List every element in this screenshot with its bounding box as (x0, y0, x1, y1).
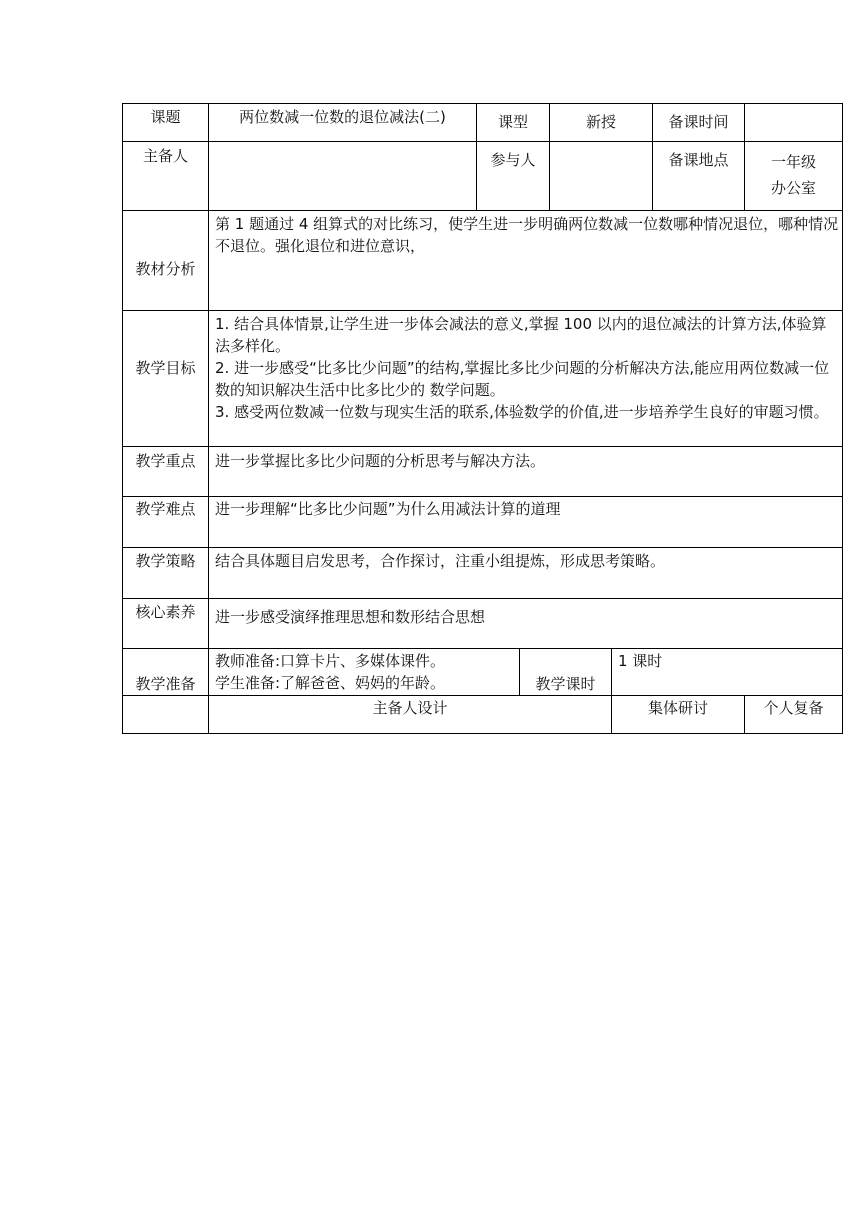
title-value: 两位数减一位数的退位减法(二) (239, 108, 446, 126)
group-column-header: 集体研讨 (647, 699, 708, 717)
location-line-1: 一年级 (770, 153, 816, 171)
analysis-text: 第 1 题通过 4 组算式的对比练习，使学生进一步明确两位数减一位数哪种情况退位，哪种情况不退位。强化退位和进位意识， (215, 215, 839, 255)
prep-teacher: 教师准备:口算卡片、多媒体课件。 (215, 652, 446, 670)
literacy-text: 进一步感受演绎推理思想和数形结合思想 (215, 608, 486, 626)
hours-value: 1 课时 (618, 652, 663, 670)
prep-student: 学生准备:了解爸爸、妈妈的年龄。 (215, 674, 446, 692)
personal-column-header: 个人复备 (763, 699, 824, 717)
key-text: 进一步掌握比多比少问题的分析思考与解决方法。 (215, 452, 546, 470)
goal-item-1: 1. 结合具体情景,让学生进一步体会减法的意义,掌握 100 以内的退位减法的计算方法,体验算法多样化。 (215, 315, 827, 355)
location-label: 备课地点 (668, 151, 729, 169)
goals-label: 教学目标 (135, 359, 196, 377)
title-label: 课题 (150, 108, 181, 126)
difficulty-text: 进一步理解“比多比少问题”为什么用减法计算的道理 (215, 500, 561, 518)
participants-label: 参与人 (490, 151, 536, 169)
main-preparer-label: 主备人 (142, 147, 188, 165)
literacy-label: 核心素养 (135, 603, 196, 621)
prep-materials (215, 650, 517, 694)
key-label: 教学重点 (135, 452, 196, 470)
goal-item-3: 3. 感受两位数减一位数与现实生活的联系,体验数学的价值,进一步培养学生良好的审题习惯。 (215, 403, 829, 421)
difficulty-label: 教学难点 (135, 500, 196, 518)
location-value (745, 149, 842, 201)
goals-list (215, 313, 839, 423)
analysis-label: 教材分析 (135, 260, 196, 278)
design-column-header: 主备人设计 (372, 699, 448, 717)
type-label: 课型 (497, 113, 528, 131)
location-line-2: 办公室 (770, 179, 816, 197)
prep-label: 教学准备 (135, 675, 196, 693)
type-value: 新授 (585, 113, 616, 131)
hours-label: 教学课时 (535, 675, 596, 693)
goal-item-2: 2. 进一步感受“比多比少问题”的结构,掌握比多比少问题的分析解决方法,能应用两位数减一位数的知识解决生活中比多比少的 数学问题。 (215, 359, 830, 399)
strategy-label: 教学策略 (135, 552, 196, 570)
prep-time-label: 备课时间 (668, 113, 729, 131)
strategy-text: 结合具体题目启发思考，合作探讨，注重小组提炼，形成思考策略。 (215, 552, 666, 570)
